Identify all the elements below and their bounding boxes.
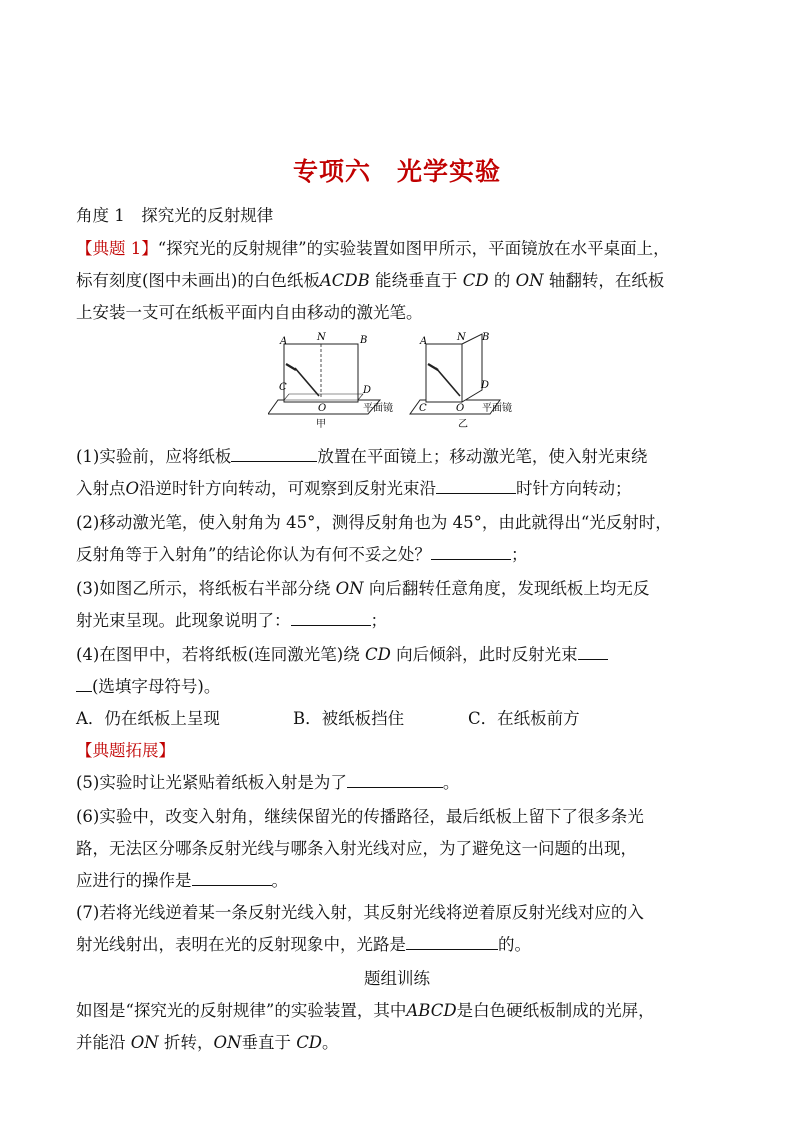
train-line2: 并能沿 ON 折转，ON垂直于 CD。 <box>76 1033 339 1052</box>
q4-line1: (4)在图甲中，若将纸板(连同激光笔)绕 CD 向后倾斜，此时反射光束 <box>76 644 726 666</box>
extension-tag: 【典题拓展】 <box>76 741 175 760</box>
q6-line3: 应进行的操作是 。 <box>76 871 288 890</box>
q7-line1: (7)若将光线逆着某一条反射光线入射，其反射光线将逆着原反射光线对应的入 <box>76 903 644 922</box>
label-a2: A <box>420 336 428 347</box>
label-c2: C <box>419 403 427 414</box>
caption-yi: 乙 <box>458 419 468 430</box>
q3-line1: (3)如图乙所示，将纸板右半部分绕 ON 向后翻转任意角度，发现纸板上均无反 <box>76 579 650 598</box>
q5-line: (5)实验时让光紧贴着纸板入射是为了 。 <box>76 773 460 792</box>
angle-heading: 角度 1 探究光的反射规律 <box>76 206 274 225</box>
option-b[interactable]: B．被纸板挡住 <box>293 709 405 728</box>
train-line1: 如图是“探究光的反射规律”的实验装置，其中ABCD是白色硬纸板制成的光屏， <box>76 1001 655 1020</box>
q6-line1: (6)实验中，改变入射角，继续保留光的传播路径，最后纸板上留下了很多条光 <box>76 807 644 826</box>
answer-blank-7[interactable] <box>192 871 272 886</box>
label-n2: N <box>457 332 466 343</box>
q2-line1: (2)移动激光笔，使入射角为 45°，测得反射角也为 45°，由此就得出“光反射时， <box>76 513 672 532</box>
section-heading: 题组训练 <box>364 969 430 988</box>
answer-blank-8[interactable] <box>406 935 498 950</box>
answer-blank-5b[interactable] <box>76 677 92 692</box>
example1-line1: 【典题 1】“探究光的反射规律”的实验装置如图甲所示，平面镜放在水平桌面上， <box>76 239 670 258</box>
mirror-label-1: 平面镜 <box>363 403 393 414</box>
figure-yi <box>410 332 512 430</box>
answer-blank-4[interactable] <box>291 611 371 626</box>
label-d2: D <box>481 380 490 391</box>
example1-line3: 上安装一支可在纸板平面内自由移动的激光笔。 <box>76 303 423 322</box>
q1-line2: 入射点O沿逆时针方向转动，可观察到反射光束沿 时针方向转动； <box>76 479 632 498</box>
label-o1: O <box>318 403 327 414</box>
q6-line2: 路，无法区分哪条反射光线与哪条入射光线对应，为了避免这一问题的出现， <box>76 839 637 858</box>
label-d1: D <box>363 385 372 396</box>
q3-line2: 射光束呈现。此现象说明了： ； <box>76 611 387 630</box>
answer-blank-5a[interactable] <box>578 645 608 660</box>
reflection-figure <box>268 330 538 430</box>
answer-blank-6[interactable] <box>347 773 443 788</box>
q1-line1: (1)实验前，应将纸板 放置在平面镜上；移动激光笔，使入射光束绕 <box>76 447 648 466</box>
answer-blank-3[interactable] <box>431 545 511 560</box>
label-o2: O <box>456 403 465 414</box>
label-a1: A <box>280 336 288 347</box>
answer-blank-2[interactable] <box>436 479 516 494</box>
example1-line2: 标有刻度(图中未画出)的白色纸板ACDB 能绕垂直于 CD 的 ON 轴翻转，在纸板 <box>76 271 665 290</box>
option-c[interactable]: C．在纸板前方 <box>468 709 580 728</box>
option-a[interactable]: A．仍在纸板上呈现 <box>76 709 220 728</box>
q7-line2: 射光线射出，表明在光的反射现象中，光路是 的。 <box>76 935 531 954</box>
label-c1: C <box>279 382 287 393</box>
mirror-label-2: 平面镜 <box>482 403 512 414</box>
q4-options <box>76 708 726 730</box>
q2-line2: 反射角等于入射角”的结论你认为有何不妥之处？ ； <box>76 545 528 564</box>
q4-line2: (选填字母符号)。 <box>76 676 726 698</box>
label-n1: N <box>317 332 326 343</box>
caption-jia: 甲 <box>316 419 326 430</box>
label-b2: B <box>482 332 490 343</box>
figure-jia <box>268 332 393 430</box>
label-b1: B <box>360 335 368 346</box>
example-tag: 【典题 1】 <box>76 239 158 258</box>
answer-blank-1[interactable] <box>231 447 317 462</box>
page-title: 专项六 光学实验 <box>292 157 501 186</box>
